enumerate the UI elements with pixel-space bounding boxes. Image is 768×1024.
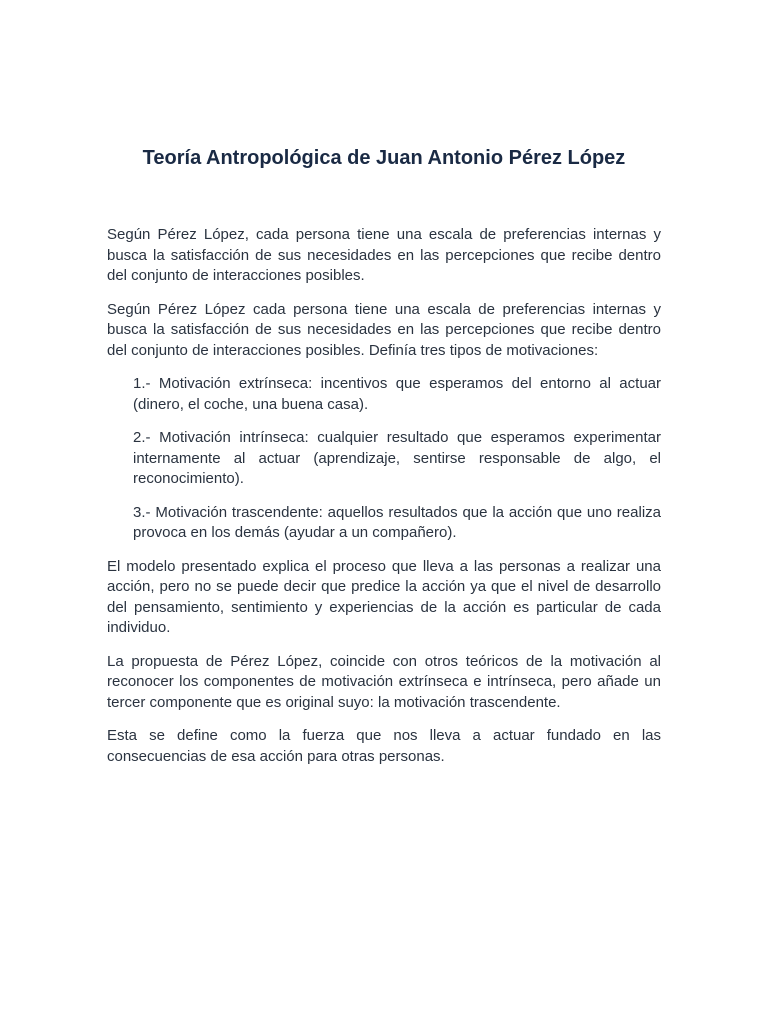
document-title: Teoría Antropológica de Juan Antonio Pérez López [142, 147, 626, 169]
paragraph: Esta se define como la fuerza que nos lleva a actuar fundado en las consecuencias de esa acción para otras personas. [107, 727, 661, 765]
list-item: 1.- Motivación extrínseca: incentivos que esperamos del entorno al actuar (dinero, el coche, una buena casa). [133, 375, 661, 413]
paragraph: El modelo presentado explica el proceso que lleva a las personas a realizar una acción, pero no se puede decir que predice la acción ya que el nivel de desarrollo del pensamiento, sentimiento y experiencias de la acción es particular de cada individuo. [107, 557, 661, 636]
paragraph: La propuesta de Pérez López, coincide con otros teóricos de la motivación al reconocer los componentes de motivación extrínseca e intrínseca, pero añade un tercer componente que es original suyo: la motivación trascendente. [107, 652, 661, 711]
list-item: 3.- Motivación trascendente: aquellos resultados que la acción que uno realiza provoca en los demás (ayudar a un compañero). [133, 503, 661, 541]
paragraph: Según Pérez López, cada persona tiene una escala de preferencias internas y busca la satisfacción de sus necesidades en las percepciones que recibe dentro del conjunto de interacciones posibles. [107, 226, 661, 284]
list-item: 2.- Motivación intrínseca: cualquier resultado que esperamos experimentar internamente al actuar (aprendizaje, sentirse responsable de algo, el reconocimiento). [133, 429, 661, 487]
paragraph: Según Pérez López cada persona tiene una escala de preferencias internas y busca la satisfacción de sus necesidades en las percepciones que recibe dentro del conjunto de interacciones posibles. Definía tres tipos de motivaciones: [107, 300, 661, 359]
document-body [107, 225, 661, 780]
